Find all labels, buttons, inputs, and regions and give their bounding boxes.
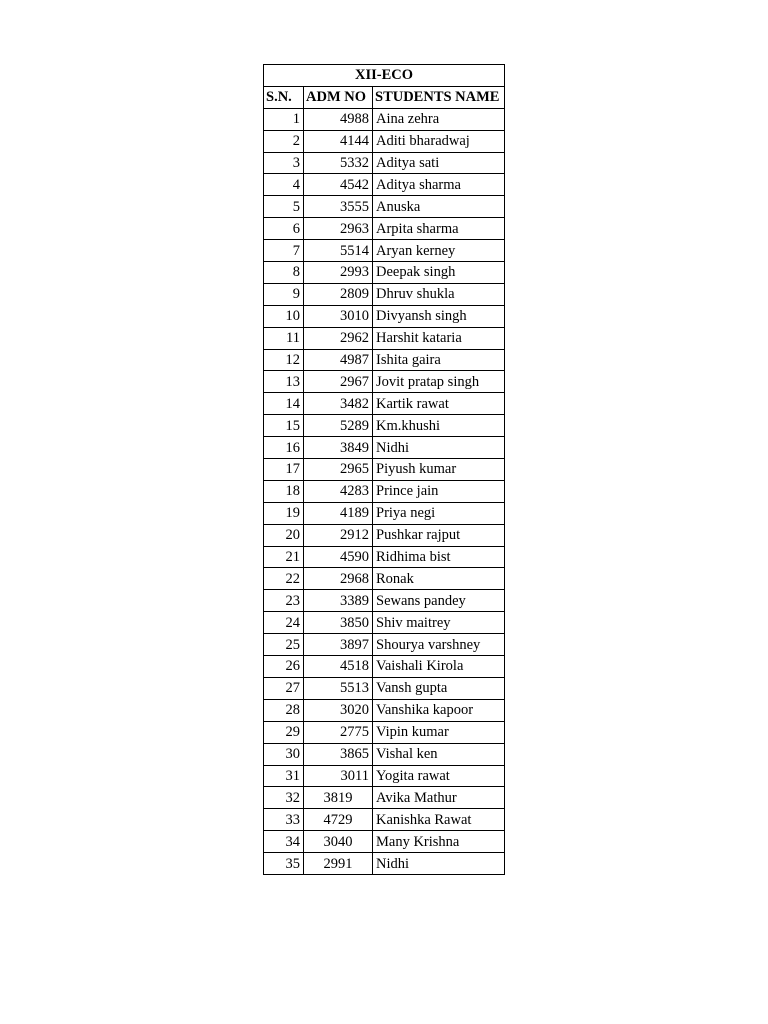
cell-adm-no: 3850 (304, 612, 373, 634)
cell-sn: 12 (264, 349, 304, 371)
cell-sn: 7 (264, 240, 304, 262)
cell-student-name: Nidhi (373, 853, 505, 875)
cell-sn: 25 (264, 634, 304, 656)
cell-sn: 32 (264, 787, 304, 809)
cell-student-name: Ridhima bist (373, 546, 505, 568)
table-title-row (264, 65, 505, 87)
cell-student-name: Jovit pratap singh (373, 371, 505, 393)
cell-sn: 9 (264, 283, 304, 305)
cell-adm-no: 3482 (304, 393, 373, 415)
cell-adm-no: 2809 (304, 283, 373, 305)
cell-student-name: Ronak (373, 568, 505, 590)
cell-adm-no: 3040 (304, 831, 373, 853)
cell-student-name: Aryan kerney (373, 240, 505, 262)
table-row (264, 305, 505, 327)
cell-adm-no: 4729 (304, 809, 373, 831)
table-row (264, 743, 505, 765)
cell-student-name: Harshit kataria (373, 327, 505, 349)
table-row (264, 524, 505, 546)
cell-sn: 6 (264, 218, 304, 240)
table-body (264, 108, 505, 874)
table-row (264, 634, 505, 656)
cell-sn: 19 (264, 502, 304, 524)
cell-adm-no: 2775 (304, 721, 373, 743)
cell-student-name: Ishita gaira (373, 349, 505, 371)
cell-sn: 29 (264, 721, 304, 743)
cell-student-name: Sewans pandey (373, 590, 505, 612)
table-row (264, 546, 505, 568)
cell-sn: 15 (264, 415, 304, 437)
student-list-table (263, 64, 505, 875)
table-row (264, 677, 505, 699)
table-row (264, 371, 505, 393)
cell-adm-no: 5514 (304, 240, 373, 262)
table-row (264, 721, 505, 743)
table-row (264, 765, 505, 787)
cell-student-name: Anuska (373, 196, 505, 218)
cell-adm-no: 2991 (304, 853, 373, 875)
cell-adm-no: 2965 (304, 459, 373, 481)
cell-adm-no: 2993 (304, 262, 373, 284)
cell-student-name: Pushkar rajput (373, 524, 505, 546)
table-row (264, 437, 505, 459)
cell-sn: 23 (264, 590, 304, 612)
cell-sn: 10 (264, 305, 304, 327)
cell-student-name: Vishal ken (373, 743, 505, 765)
cell-adm-no: 4542 (304, 174, 373, 196)
header-sn: S.N. (264, 86, 304, 108)
table-row (264, 612, 505, 634)
cell-sn: 5 (264, 196, 304, 218)
table-row (264, 393, 505, 415)
table-row (264, 262, 505, 284)
cell-adm-no: 5289 (304, 415, 373, 437)
cell-adm-no: 3555 (304, 196, 373, 218)
table-row (264, 108, 505, 130)
header-students-name: STUDENTS NAME (373, 86, 505, 108)
cell-sn: 22 (264, 568, 304, 590)
cell-adm-no: 4988 (304, 108, 373, 130)
cell-student-name: Shourya varshney (373, 634, 505, 656)
cell-sn: 8 (264, 262, 304, 284)
cell-adm-no: 3819 (304, 787, 373, 809)
table-title: XII-ECO (264, 65, 505, 87)
cell-student-name: Yogita rawat (373, 765, 505, 787)
cell-student-name: Shiv maitrey (373, 612, 505, 634)
table-row (264, 853, 505, 875)
cell-adm-no: 3389 (304, 590, 373, 612)
cell-student-name: Aditi bharadwaj (373, 130, 505, 152)
cell-student-name: Km.khushi (373, 415, 505, 437)
cell-sn: 34 (264, 831, 304, 853)
table-row (264, 174, 505, 196)
cell-student-name: Aditya sati (373, 152, 505, 174)
cell-sn: 17 (264, 459, 304, 481)
table-row (264, 130, 505, 152)
cell-adm-no: 2967 (304, 371, 373, 393)
cell-sn: 1 (264, 108, 304, 130)
table-row (264, 283, 505, 305)
cell-sn: 31 (264, 765, 304, 787)
table-row (264, 831, 505, 853)
table-row (264, 240, 505, 262)
cell-student-name: Kartik rawat (373, 393, 505, 415)
cell-adm-no: 4590 (304, 546, 373, 568)
table-row (264, 349, 505, 371)
cell-sn: 30 (264, 743, 304, 765)
cell-sn: 18 (264, 480, 304, 502)
cell-sn: 4 (264, 174, 304, 196)
cell-adm-no: 3011 (304, 765, 373, 787)
cell-sn: 28 (264, 699, 304, 721)
cell-adm-no: 5332 (304, 152, 373, 174)
cell-sn: 13 (264, 371, 304, 393)
cell-adm-no: 2963 (304, 218, 373, 240)
cell-student-name: Avika Mathur (373, 787, 505, 809)
cell-sn: 16 (264, 437, 304, 459)
cell-adm-no: 3897 (304, 634, 373, 656)
cell-student-name: Aina zehra (373, 108, 505, 130)
cell-adm-no: 4987 (304, 349, 373, 371)
table-row (264, 218, 505, 240)
cell-adm-no: 3010 (304, 305, 373, 327)
cell-adm-no: 3020 (304, 699, 373, 721)
cell-adm-no: 2962 (304, 327, 373, 349)
cell-adm-no: 3865 (304, 743, 373, 765)
cell-sn: 33 (264, 809, 304, 831)
cell-sn: 2 (264, 130, 304, 152)
cell-adm-no: 4518 (304, 656, 373, 678)
cell-adm-no: 4283 (304, 480, 373, 502)
cell-student-name: Arpita sharma (373, 218, 505, 240)
cell-student-name: Prince jain (373, 480, 505, 502)
table-row (264, 656, 505, 678)
table-row (264, 502, 505, 524)
cell-sn: 26 (264, 656, 304, 678)
cell-sn: 11 (264, 327, 304, 349)
table-row (264, 196, 505, 218)
table-row (264, 787, 505, 809)
cell-student-name: Divyansh singh (373, 305, 505, 327)
cell-student-name: Vansh gupta (373, 677, 505, 699)
cell-student-name: Vanshika kapoor (373, 699, 505, 721)
cell-student-name: Vipin kumar (373, 721, 505, 743)
cell-student-name: Kanishka Rawat (373, 809, 505, 831)
cell-sn: 24 (264, 612, 304, 634)
cell-adm-no: 2912 (304, 524, 373, 546)
table-header-row (264, 86, 505, 108)
cell-adm-no: 4189 (304, 502, 373, 524)
table-row (264, 459, 505, 481)
cell-sn: 27 (264, 677, 304, 699)
cell-sn: 35 (264, 853, 304, 875)
cell-sn: 14 (264, 393, 304, 415)
cell-sn: 20 (264, 524, 304, 546)
cell-student-name: Piyush kumar (373, 459, 505, 481)
cell-adm-no: 2968 (304, 568, 373, 590)
table-row (264, 590, 505, 612)
cell-sn: 3 (264, 152, 304, 174)
cell-student-name: Deepak singh (373, 262, 505, 284)
cell-sn: 21 (264, 546, 304, 568)
cell-student-name: Priya negi (373, 502, 505, 524)
header-adm-no: ADM NO (304, 86, 373, 108)
cell-student-name: Aditya sharma (373, 174, 505, 196)
cell-adm-no: 3849 (304, 437, 373, 459)
table-row (264, 327, 505, 349)
cell-adm-no: 4144 (304, 130, 373, 152)
table-row (264, 415, 505, 437)
cell-student-name: Dhruv shukla (373, 283, 505, 305)
cell-student-name: Nidhi (373, 437, 505, 459)
table-row (264, 480, 505, 502)
cell-student-name: Many Krishna (373, 831, 505, 853)
cell-adm-no: 5513 (304, 677, 373, 699)
cell-student-name: Vaishali Kirola (373, 656, 505, 678)
table-row (264, 809, 505, 831)
table-row (264, 152, 505, 174)
table-row (264, 699, 505, 721)
table-row (264, 568, 505, 590)
